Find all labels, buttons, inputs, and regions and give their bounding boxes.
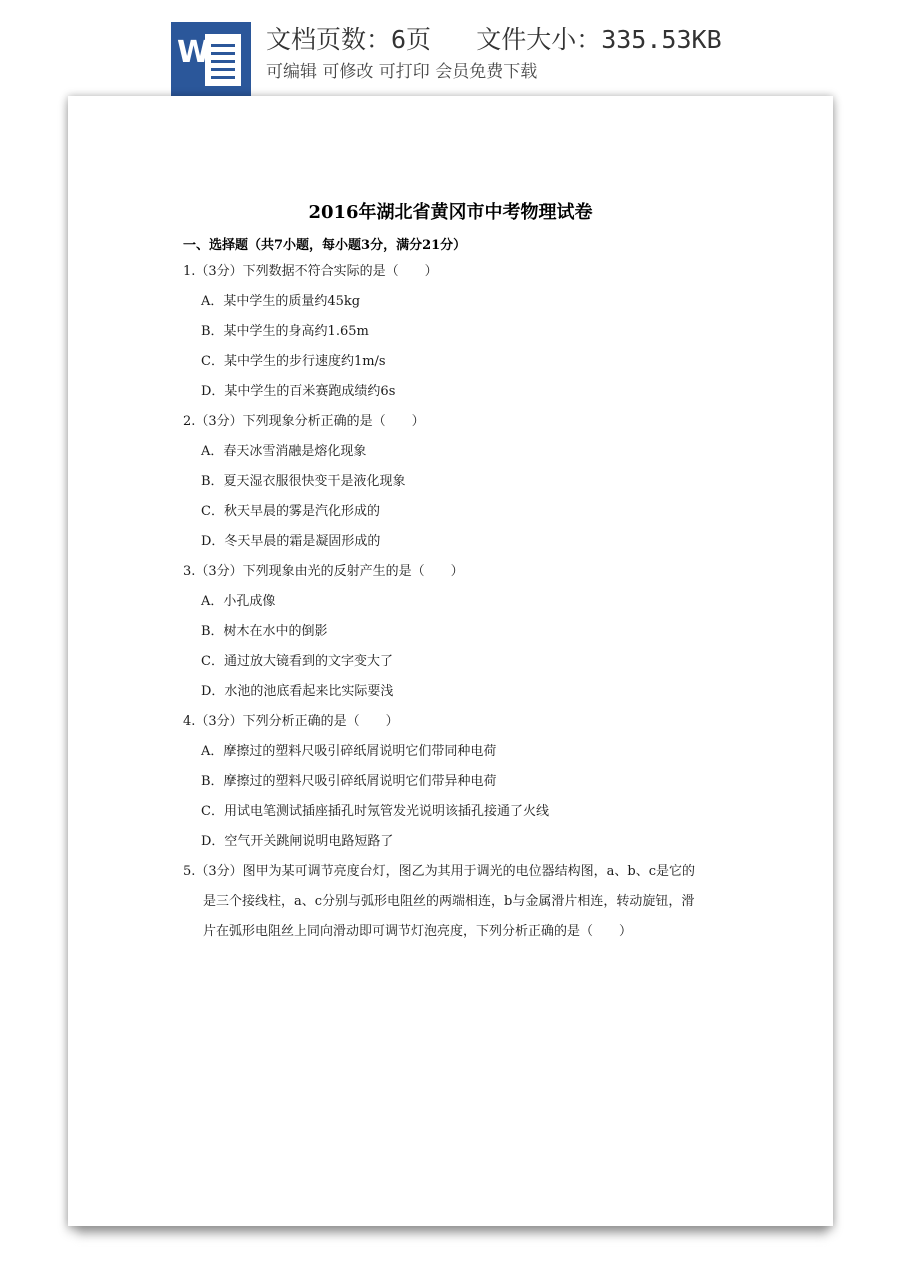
document-page (68, 96, 833, 1226)
answer-option: C．某中学生的步行速度约1m/s (201, 354, 386, 369)
answer-option: D．冬天早晨的霜是凝固形成的 (201, 534, 381, 549)
document-title: 2016年湖北省黄冈市中考物理试卷 (308, 202, 593, 223)
answer-option: A．摩擦过的塑料尺吸引碎纸屑说明它们带同种电荷 (201, 744, 497, 759)
question-stem: 4.（3分）下列分析正确的是（ ） (183, 714, 399, 729)
word-logo-letter: W (177, 35, 211, 70)
question-stem: 1.（3分）下列数据不符合实际的是（ ） (183, 264, 438, 279)
answer-option: D．水池的池底看起来比实际要浅 (201, 684, 394, 699)
paper-shadow (78, 1224, 826, 1240)
answer-option: A．小孔成像 (201, 594, 276, 609)
section-heading: 一、选择题（共7小题，每小题3分，满分21分） (183, 238, 467, 253)
file-info-line: 文档页数：6页 文件大小：335.53KB (266, 25, 722, 54)
answer-option: B．某中学生的身高约1.65m (201, 324, 369, 339)
question-stem: 3.（3分）下列现象由光的反射产生的是（ ） (183, 564, 464, 579)
answer-option: A．春天冰雪消融是熔化现象 (201, 444, 367, 459)
answer-option: D．空气开关跳闸说明电路短路了 (201, 834, 394, 849)
answer-option: C．秋天早晨的雾是汽化形成的 (201, 504, 380, 519)
question-stem: 5.（3分）图甲为某可调节亮度台灯，图乙为其用于调光的电位器结构图，a、b、c是它的 (183, 864, 696, 879)
features-line: 可编辑 可修改 可打印 会员免费下载 (266, 62, 538, 82)
word-page-graphic (205, 34, 241, 86)
question-stem: 2.（3分）下列现象分析正确的是（ ） (183, 414, 425, 429)
answer-option: D．某中学生的百米赛跑成绩约6s (201, 384, 396, 399)
word-document-icon (171, 22, 251, 96)
answer-option: C．用试电笔测试插座插孔时氖管发光说明该插孔接通了火线 (201, 804, 549, 819)
answer-option: B．摩擦过的塑料尺吸引碎纸屑说明它们带异种电荷 (201, 774, 497, 789)
question-stem-continued: 片在弧形电阻丝上同向滑动即可调节灯泡亮度，下列分析正确的是（ ） (203, 924, 633, 939)
answer-option: A．某中学生的质量约45kg (201, 294, 361, 309)
answer-option: B．树木在水中的倒影 (201, 624, 328, 639)
download-banner (0, 0, 900, 100)
question-stem-continued: 是三个接线柱，a、c分别与弧形电阻丝的两端相连，b与金属滑片相连，转动旋钮，滑 (203, 894, 695, 909)
answer-option: C．通过放大镜看到的文字变大了 (201, 654, 393, 669)
answer-option: B．夏天湿衣服很快变干是液化现象 (201, 474, 406, 489)
